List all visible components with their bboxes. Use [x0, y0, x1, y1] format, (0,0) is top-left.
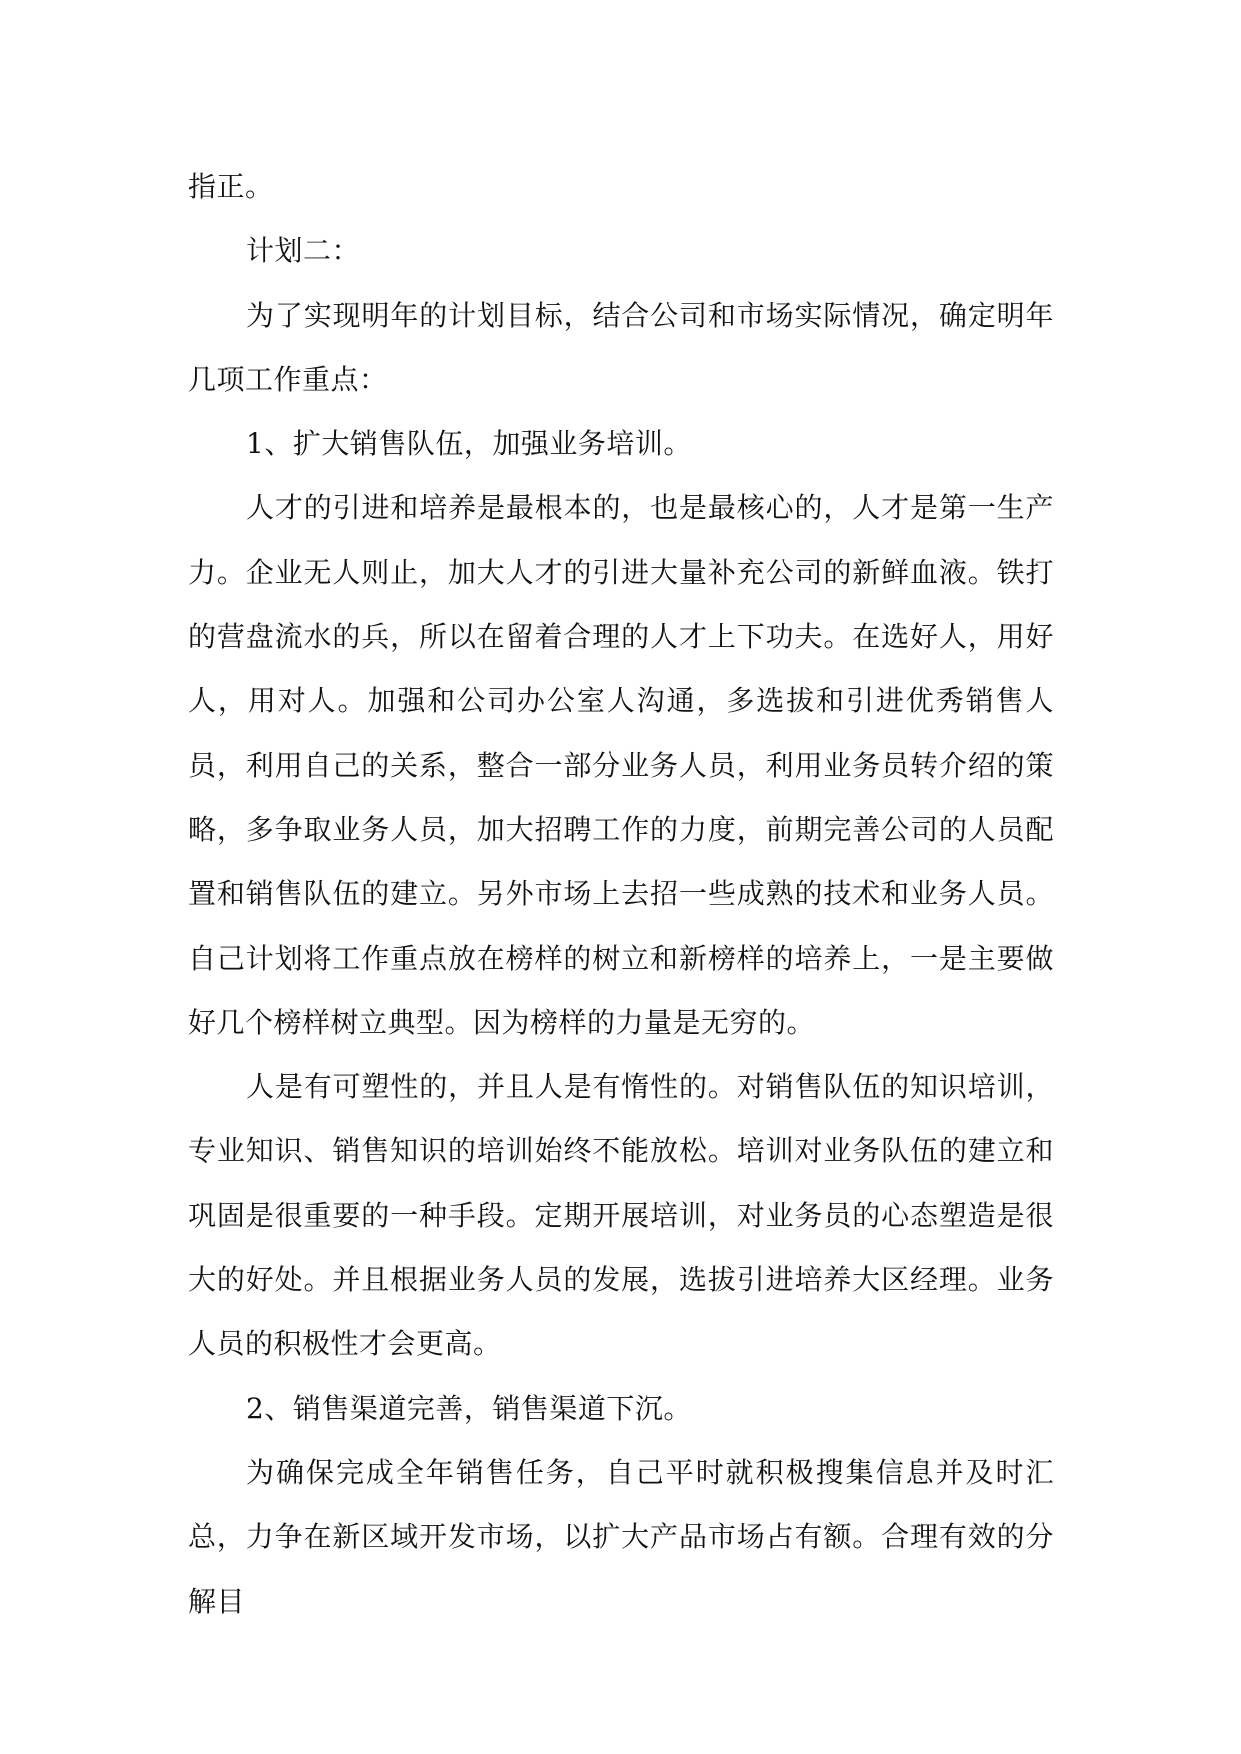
- paragraph-plan-two-heading: 计划二：: [246, 234, 361, 268]
- paragraph-item-1-heading: 1、扩大销售队伍，加强业务培训。: [246, 427, 692, 461]
- paragraph-sales-target: 为确保完成全年销售任务，自己平时就积极搜集信息并及时汇总，力争在新区域开发市场，以扩大产品市场占有额。合理有效的分解目: [188, 1455, 1054, 1618]
- paragraph-intro: 为了实现明年的计划目标，结合公司和市场实际情况，确定明年几项工作重点：: [188, 298, 1054, 396]
- paragraph-closing: 指正。: [188, 170, 274, 203]
- paragraph-talent: 人才的引进和培养是最根本的，也是最核心的，人才是第一生产力。企业无人则止，加大人才的引进大量补充公司的新鲜血液。铁打的营盘流水的兵，所以在留着合理的人才上下功夫。在选好人，用好人，用对人。加强和公司办公室人沟通，多选拔和引进优秀销售人员，利用自己的关系，整合一部分业务人员，利用业务员转介绍的策略，多争取业务人员，加大招聘工作的力度，前期完善公司的人员配置和销售队伍的建立。另外市场上去招一些成熟的技术和业务人员。自己计划将工作重点放在榜样的树立和新榜样的培养上，一是主要做好几个榜样树立典型。因为榜样的力量是无穷的。: [188, 491, 1054, 1039]
- paragraph-item-2-heading: 2、销售渠道完善，销售渠道下沉。: [246, 1391, 692, 1425]
- paragraph-training: 人是有可塑性的，并且人是有惰性的。对销售队伍的知识培训，专业知识、销售知识的培训始终不能放松。培训对业务队伍的建立和巩固是很重要的一种手段。定期开展培训，对业务员的心态塑造是很大的好处。并且根据业务人员的发展，选拔引进培养大区经理。业务人员的积极性才会更高。: [188, 1070, 1054, 1361]
- document-body: [188, 155, 1054, 1634]
